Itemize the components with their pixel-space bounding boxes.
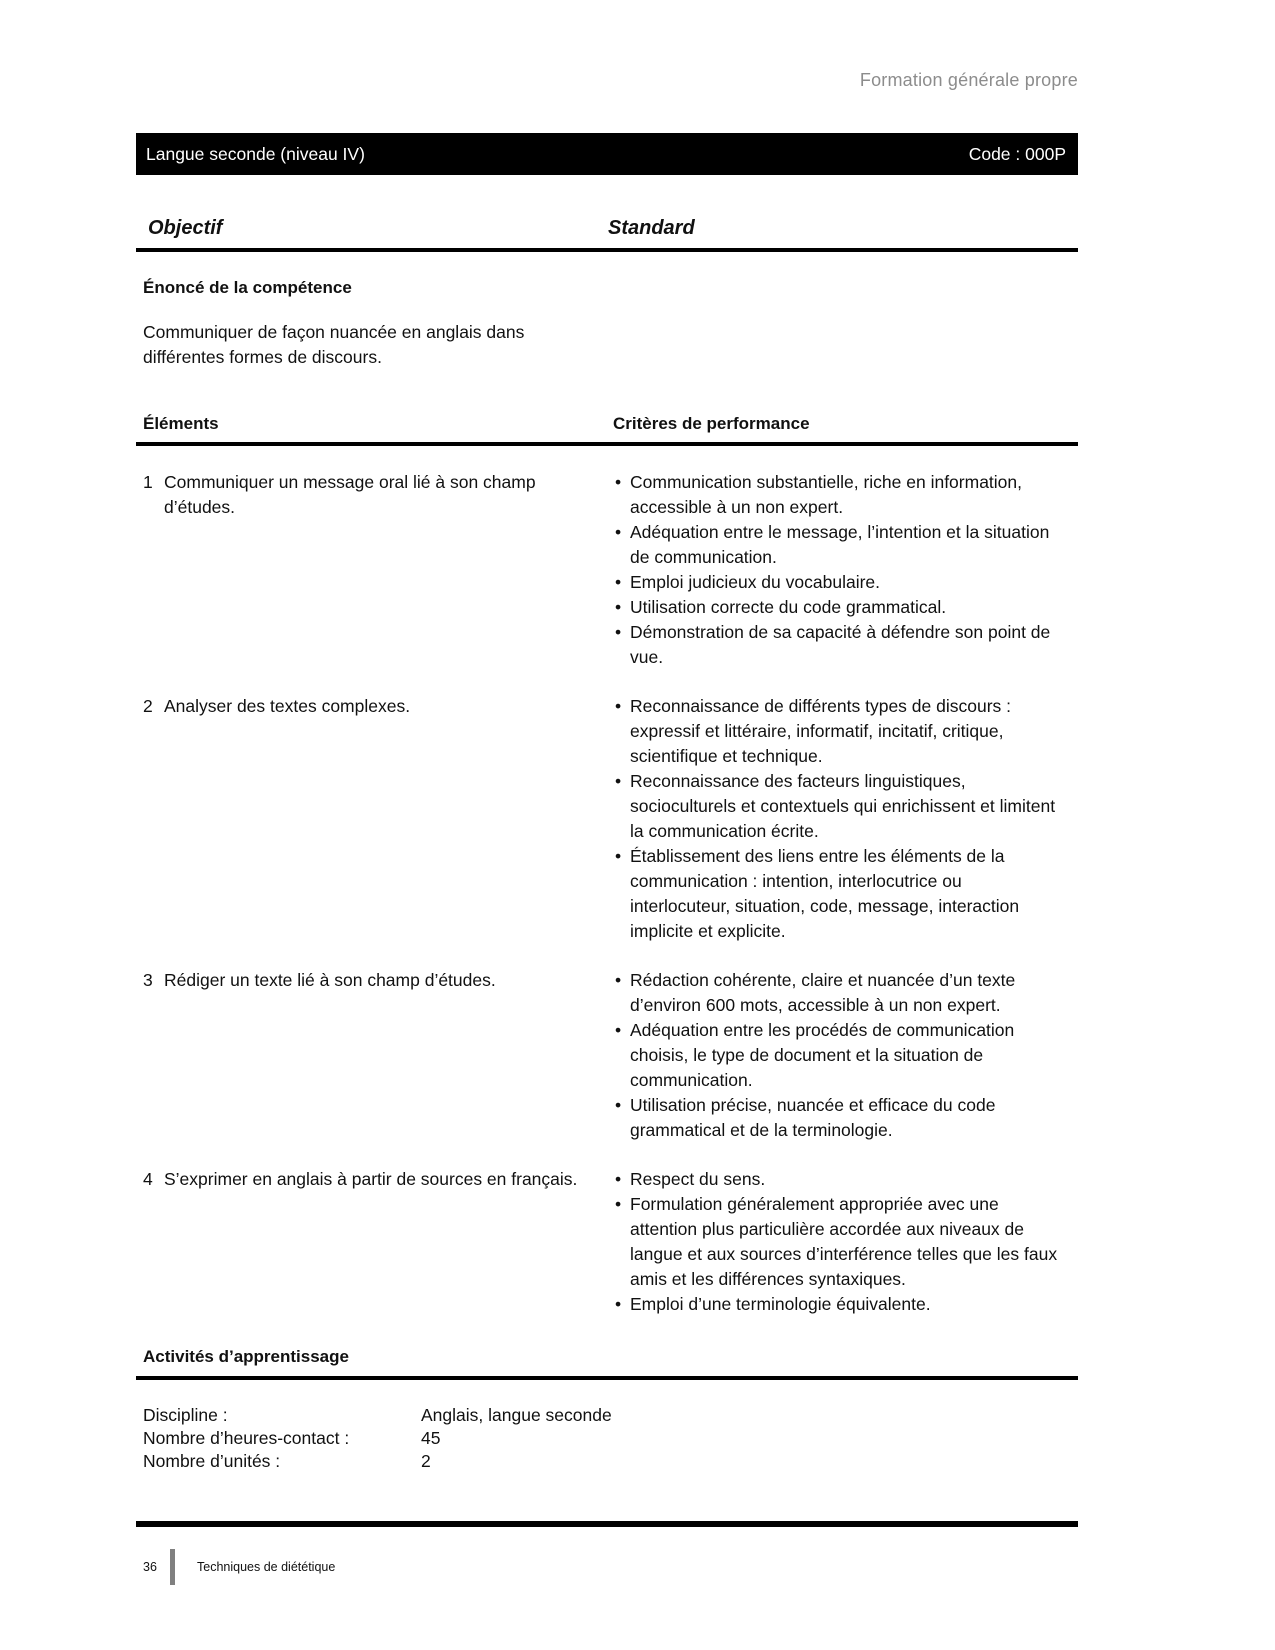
element-number: 1 xyxy=(143,472,153,492)
criteria-cell xyxy=(613,694,1078,944)
activites-value: 2 xyxy=(421,1451,431,1471)
criteria-item: • Reconnaissance de différents types de discours : expressif et littéraire, informatif, incitatif, critique, scientifique et technique. xyxy=(613,694,1065,769)
criteria-list xyxy=(613,1167,1078,1317)
criteria-item: • Adéquation entre le message, l’intention et la situation de communication. xyxy=(613,520,1065,570)
criteria-item: • Respect du sens. xyxy=(613,1167,1065,1192)
course-title: Langue seconde (niveau IV) xyxy=(146,143,365,164)
criteria-item: • Utilisation précise, nuancée et efficace du code grammatical et de la terminologie. xyxy=(613,1093,1065,1143)
enonce-heading: Énoncé de la compétence xyxy=(143,278,352,297)
element-row-4 xyxy=(136,1167,1078,1317)
element-row-1 xyxy=(136,470,1078,670)
criteria-list xyxy=(613,694,1078,944)
objectif-heading: Objectif xyxy=(148,217,223,239)
criteres-heading: Critères de performance xyxy=(613,414,810,433)
criteria-item: • Rédaction cohérente, claire et nuancée d’un texte d’environ 600 mots, accessible à un non expert. xyxy=(613,968,1065,1018)
footer-divider-bar xyxy=(170,1549,175,1585)
objectif-standard-headers xyxy=(136,217,1078,252)
activites-row xyxy=(136,1404,1078,1427)
criteria-cell xyxy=(613,968,1078,1143)
element-cell xyxy=(136,694,613,944)
elements-criteres-headers xyxy=(136,414,1078,446)
activites-label: Nombre d’heures-contact : xyxy=(143,1428,350,1448)
criteria-item: • Établissement des liens entre les éléments de la communication : intention, interlocutrice ou interlocuteur, situation, code, message, interaction implicite et explicite. xyxy=(613,844,1065,944)
element-text: Rédiger un texte lié à son champ d’études. xyxy=(164,970,496,990)
element-text: S’exprimer en anglais à partir de sources en français. xyxy=(164,1169,578,1189)
criteria-item: • Emploi judicieux du vocabulaire. xyxy=(613,570,1065,595)
criteria-cell xyxy=(613,470,1078,670)
element-number: 2 xyxy=(143,696,153,716)
page-content xyxy=(136,0,1078,1473)
activites-rows xyxy=(136,1404,1078,1473)
element-cell xyxy=(136,968,613,1143)
activites-row xyxy=(136,1427,1078,1450)
footer-program-title: Techniques de diététique xyxy=(197,1560,336,1574)
criteria-item: • Emploi d’une terminologie équivalente. xyxy=(613,1292,1065,1317)
footer-rule xyxy=(136,1521,1078,1527)
element-cell xyxy=(136,470,613,670)
activites-value: Anglais, langue seconde xyxy=(421,1405,612,1425)
criteria-item: • Démonstration de sa capacité à défendre son point de vue. xyxy=(613,620,1065,670)
element-row-2 xyxy=(136,694,1078,944)
elements-heading: Éléments xyxy=(143,414,219,433)
element-cell xyxy=(136,1167,613,1317)
criteria-item: • Formulation généralement appropriée avec une attention plus particulière accordée aux niveaux de langue et aux sources d’interférence telles que les faux amis et les différences syntaxiques. xyxy=(613,1192,1065,1292)
page-footer xyxy=(136,1521,1078,1585)
standard-heading: Standard xyxy=(608,217,695,239)
criteria-item: • Utilisation correcte du code grammatical. xyxy=(613,595,1065,620)
criteria-item: • Communication substantielle, riche en information, accessible à un non expert. xyxy=(613,470,1065,520)
elements-criteria-rows xyxy=(136,470,1078,1317)
criteria-list xyxy=(613,470,1078,670)
page-number: 36 xyxy=(143,1560,157,1574)
criteria-cell xyxy=(613,1167,1078,1317)
activites-value: 45 xyxy=(421,1428,441,1448)
activites-label: Discipline : xyxy=(143,1405,228,1425)
criteria-item: • Adéquation entre les procédés de communication choisis, le type de document et la situation de communication. xyxy=(613,1018,1065,1093)
course-title-bar xyxy=(136,133,1078,175)
criteria-list xyxy=(613,968,1078,1143)
element-text: Analyser des textes complexes. xyxy=(164,696,411,716)
criteria-item: • Reconnaissance des facteurs linguistiques, socioculturels et contextuels qui enrichissent et limitent la communication écrite. xyxy=(613,769,1065,844)
element-text: Communiquer un message oral lié à son champ d’études. xyxy=(164,472,536,517)
element-row-3 xyxy=(136,968,1078,1143)
enonce-body: Communiquer de façon nuancée en anglais dans différentes formes de discours. xyxy=(143,322,525,367)
activites-heading-wrap xyxy=(136,1347,1078,1380)
course-code: Code : 000P xyxy=(968,143,1066,164)
running-header: Formation générale propre xyxy=(859,70,1078,90)
activites-row xyxy=(136,1450,1078,1473)
element-number: 4 xyxy=(143,1169,153,1189)
activites-heading: Activités d’apprentissage xyxy=(143,1347,349,1366)
element-number: 3 xyxy=(143,970,153,990)
footer-line xyxy=(136,1549,1078,1585)
activites-label: Nombre d’unités : xyxy=(143,1451,281,1471)
